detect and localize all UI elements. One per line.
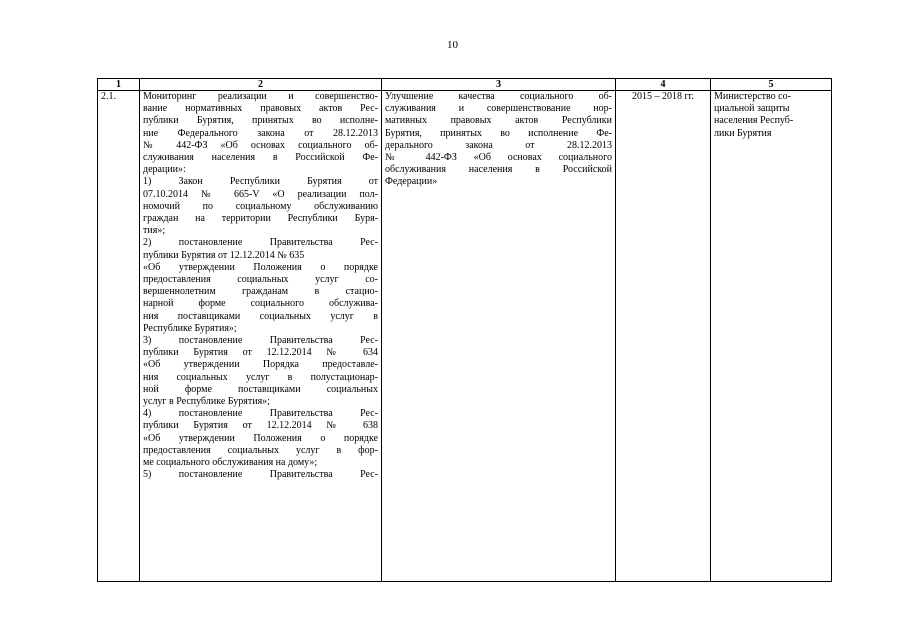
text-line: «Об утверждении Положения о порядке bbox=[143, 432, 378, 444]
text-line: 5) постановление Правительства Рес- bbox=[143, 469, 378, 481]
row-number: 2.1. bbox=[98, 91, 140, 582]
page-number: 10 bbox=[447, 39, 458, 51]
text-line: 07.10.2014 № 665-V «О реализации пол- bbox=[143, 188, 378, 200]
text-line: номочий по социальному обслуживанию bbox=[143, 200, 378, 212]
text-line: граждан на территории Республики Буря- bbox=[143, 213, 378, 225]
text-line: 3) постановление Правительства Рес- bbox=[143, 335, 378, 347]
text-line: 4) постановление Правительства Рес- bbox=[143, 408, 378, 420]
text-line: ния поставщиками социальных услуг в bbox=[143, 310, 378, 322]
text-line: обслуживания населения в Российской bbox=[385, 164, 612, 176]
measure-description bbox=[140, 91, 382, 582]
text-line: публики Бурятия от 12.12.2014 № 634 bbox=[143, 347, 378, 359]
text-line: мативных правовых актов Республики bbox=[385, 115, 612, 127]
expected-result bbox=[382, 91, 616, 582]
text-line: вершеннолетним гражданам в стацио- bbox=[143, 286, 378, 298]
text-line: ние Федерального закона от 28.12.2013 bbox=[143, 127, 378, 139]
text-line: услуг в Республике Бурятия»; bbox=[143, 396, 270, 408]
measures-table bbox=[97, 78, 832, 582]
header-col-1: 1 bbox=[98, 79, 140, 91]
text-line: Мониторинг реализации и совершенство- bbox=[143, 91, 378, 102]
text-line: населения Респуб- bbox=[714, 115, 794, 127]
header-col-3: 3 bbox=[382, 79, 616, 91]
text-line: вание нормативных правовых актов Рес- bbox=[143, 103, 378, 115]
text-line: публики Бурятия от 12.12.2014 № 635 bbox=[143, 249, 305, 261]
text-line: 2) постановление Правительства Рес- bbox=[143, 237, 378, 249]
text-line: Министерство со- bbox=[714, 91, 791, 102]
text-line: дерального закона от 28.12.2013 bbox=[385, 139, 612, 151]
text-line: публики Бурятия, принятых во исполне- bbox=[143, 115, 378, 127]
text-line: ния социальных услуг в полустационар- bbox=[143, 371, 378, 383]
header-col-4: 4 bbox=[616, 79, 711, 91]
table-header-row bbox=[98, 79, 832, 91]
text-line: ме социального обслуживания на дому»; bbox=[143, 457, 318, 469]
text-line: 1) Закон Республики Бурятия от bbox=[143, 176, 378, 188]
text-line: «Об утверждении Положения о порядке bbox=[143, 261, 378, 273]
text-line: служивания и совершенствование нор- bbox=[385, 103, 612, 115]
text-line: Федерации» bbox=[385, 176, 438, 188]
text-line: предоставления социальных услуг в фор- bbox=[143, 444, 378, 456]
text-line: служивания населения в Российской Фе- bbox=[143, 152, 378, 164]
text-line: предоставления социальных услуг со- bbox=[143, 274, 378, 286]
header-col-5: 5 bbox=[711, 79, 832, 91]
header-col-2: 2 bbox=[140, 79, 382, 91]
text-line: лики Бурятия bbox=[714, 127, 772, 139]
text-line: № 442-ФЗ «Об основах социального об- bbox=[143, 139, 378, 151]
text-line: дерации»: bbox=[143, 164, 186, 176]
text-line: Улучшение качества социального об- bbox=[385, 91, 612, 102]
text-line: публики Бурятия от 12.12.2014 № 638 bbox=[143, 420, 378, 432]
text-line: ной форме поставщиками социальных bbox=[143, 383, 378, 395]
text-line: циальной защиты bbox=[714, 103, 790, 115]
table-row bbox=[98, 91, 832, 582]
text-line: тия»; bbox=[143, 225, 166, 237]
text-line: нарной форме социального обслужива- bbox=[143, 298, 378, 310]
text-line: «Об утверждении Порядка предоставле- bbox=[143, 359, 378, 371]
text-line: Бурятия, принятых во исполнение Фе- bbox=[385, 127, 612, 139]
implementation-period: 2015 – 2018 гг. bbox=[616, 91, 711, 582]
text-line: № 442-ФЗ «Об основах социального bbox=[385, 152, 612, 164]
text-line: Республике Бурятия»; bbox=[143, 322, 237, 334]
responsible-executor bbox=[711, 91, 832, 582]
